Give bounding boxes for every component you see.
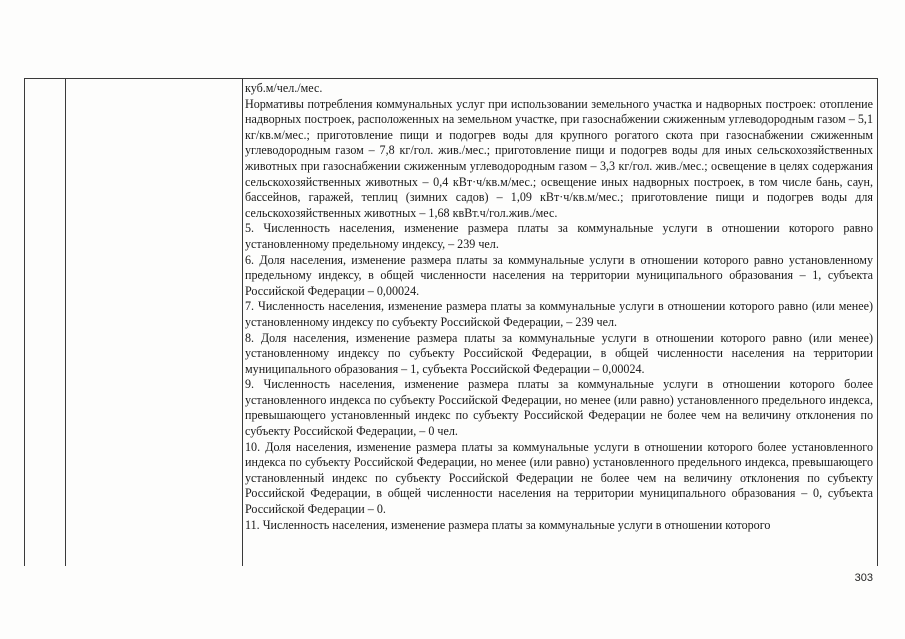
paragraph-item-10: 10. Доля населения, изменение размера платы за коммунальные услуги в отношении которого более установленного индекса по субъекту Российской Федерации, но менее (или равно) установленного предельного индекса, превышающего установленный индекс по субъекту Российской Федерации не более чем на величину отклонения по субъекту Российской Федерации, в общей численности населения на территории муниципального образования – 0, субъекта Российской Федерации – 0. <box>245 439 873 517</box>
paragraph-item-5: 5. Численность населения, изменение размера платы за коммунальные услуги в отношении которого равно установленному предельному индексу, – 239 чел. <box>245 221 873 251</box>
paragraph-item-6: 6. Доля населения, изменение размера платы за коммунальные услуги в отношении которого равно установленному предельному индексу, в общей численности населения на территории муниципального образования – 1, субъекта Российской Федерации – 0,00024. <box>245 252 873 298</box>
page-number: 303 <box>854 572 873 584</box>
column-divider <box>242 79 243 566</box>
table-text-cell <box>245 81 873 566</box>
table-frame <box>24 78 878 566</box>
paragraph-item-7: 7. Численность населения, изменение размера платы за коммунальные услуги в отношении которого равно (или менее) установленному индексу по субъекту Российской Федерации, – 239 чел. <box>245 299 873 329</box>
paragraph-item-11: 11. Численность населения, изменение размера платы за коммунальные услуги в отношении которого <box>245 517 771 532</box>
paragraph-norms: Нормативы потребления коммунальных услуг при использовании земельного участка и надворных построек: отопление надворных построек, расположенных на земельном участке, при газоснабжении сжиженным углеводородным газом – 5,1 кг/кв.м/мес.; приготовление пищи и подогрев воды для крупного рогатого скота при газоснабжении сжиженным углеводородным газом – 7,8 кг/гол. жив./мес.; приготовление пищи и подогрев воды для иных сельскохозяйственных животных при газоснабжении сжиженным углеводородным газом – 3,3 кг/гол. жив./мес.; освещение в целях содержания сельскохозяйственных животных – 0,4 кВт·ч/кв.м/мес.; освещение иных надворных построек, в том числе бань, саун, бассейнов, гаражей, теплиц (зимних садов) – 1,09 кВт·ч/кв.м/мес.; приготовление пищи и подогрев воды для сельскохозяйственных животных – 1,68 квВт.ч/гол.жив./мес. <box>245 96 873 220</box>
column-divider <box>65 79 66 566</box>
paragraph-item-8: 8. Доля населения, изменение размера платы за коммунальные услуги в отношении которого равно (или менее) установленному индексу по субъекту Российской Федерации, в общей численности населения на территории муниципального образования – 1, субъекта Российской Федерации – 0,00024. <box>245 330 873 376</box>
paragraph-item-9: 9. Численность населения, изменение размера платы за коммунальные услуги в отношении которого более установленного индекса по субъекту Российской Федерации, но менее (или равно) установленного предельного индекса, превышающего установленный индекс по субъекту Российской Федерации не более чем на величину отклонения по субъекту Российской Федерации, – 0 чел. <box>245 377 873 439</box>
paragraph-units: куб.м/чел./мес. <box>245 81 323 95</box>
